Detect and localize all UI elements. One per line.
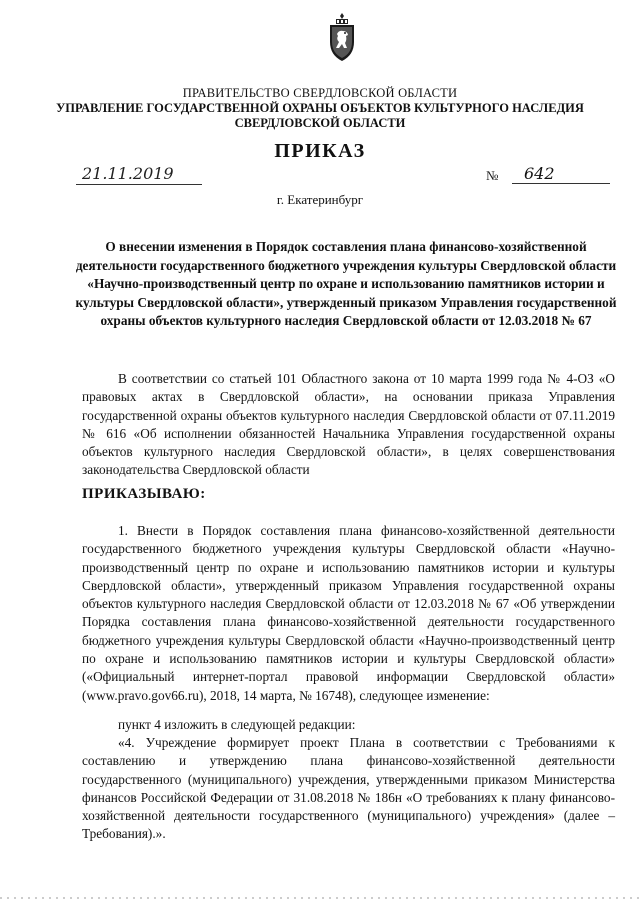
document-date: 21.11.2019	[76, 164, 202, 185]
coat-of-arms-icon	[326, 12, 358, 62]
document-number	[486, 164, 610, 184]
government-name: ПРАВИТЕЛЬСТВО СВЕРДЛОВСКОЙ ОБЛАСТИ	[182, 86, 458, 100]
department-line-1: УПРАВЛЕНИЕ ГОСУДАРСТВЕННОЙ ОХРАНЫ ОБЪЕКТОВ КУЛЬТУРНОГО НАСЛЕДИЯ	[56, 101, 584, 115]
item-1-subclause: пункт 4 изложить в следующей редакции:	[118, 717, 356, 732]
scan-border-dots	[0, 892, 640, 905]
order-word: ПРИКАЗЫВАЮ:	[82, 486, 206, 502]
number-value: 642	[512, 164, 610, 184]
department-line-2: СВЕРДЛОВСКОЙ ОБЛАСТИ	[234, 116, 406, 130]
preamble-paragraph: В соответствии со статьей 101 Областного закона от 10 марта 1999 года № 4-ОЗ «О правовых актах в Свердловской области», на основании приказа Управления государственной охраны объектов культурного наследия Свердловской области от 07.11.2019 № 616 «Об исполнении обязанностей Начальника Управления государственной охраны объектов культурного наследия Свердловской области», в целях совершенствования законодательства Свердловской области	[82, 371, 615, 478]
item-1-paragraph: 1. Внести в Порядок составления плана финансово-хозяйственной деятельности государственного бюджетного учреждения культуры Свердловской области «Научно-производственный центр по охране и использованию памятников истории и культуры Свердловской области», утвержденный приказом Управления государственной охраны объектов культурного наследия Свердловской области от 12.03.2018 № 67 «Об утверждении Порядка составления плана финансово-хозяйственной деятельности государственного бюджетного учреждения культуры Свердловской области «Научно-производственный центр по охране и использованию памятников истории и культуры Свердловской области» («Официальный интернет-портал правовой информации Свердловской области» (www.pravo.gov66.ru), 2018, 14 марта, № 16748), следующее изменение:	[82, 523, 615, 703]
item-1-new-text: «4. Учреждение формирует проект Плана в соответствии с Требованиями к составлению и утверждению плана финансово-хозяйственной деятельности государственного (муниципального) учреждения, утвержденными приказом Министерства финансов Российской Федерации от 31.08.2018 № 186н «О требованиях к плану финансово-хозяйственной деятельности государственного (муниципального) учреждения» (далее – Требования).».	[82, 735, 615, 842]
document-type: ПРИКАЗ	[274, 140, 366, 162]
number-sign: №	[486, 168, 499, 183]
city: г. Екатеринбург	[276, 192, 364, 207]
department-name	[0, 101, 640, 131]
document-title: О внесении изменения в Порядок составления плана финансово-хозяйственной деятельности государственного бюджетного учреждения культуры Свердловской области «Научно-производственный центр по охране и использованию памятников истории и культуры Свердловской области», утвержденный приказом Управления государственной охраны объектов культурного наследия Свердловской области от 12.03.2018 № 67	[75, 239, 617, 329]
